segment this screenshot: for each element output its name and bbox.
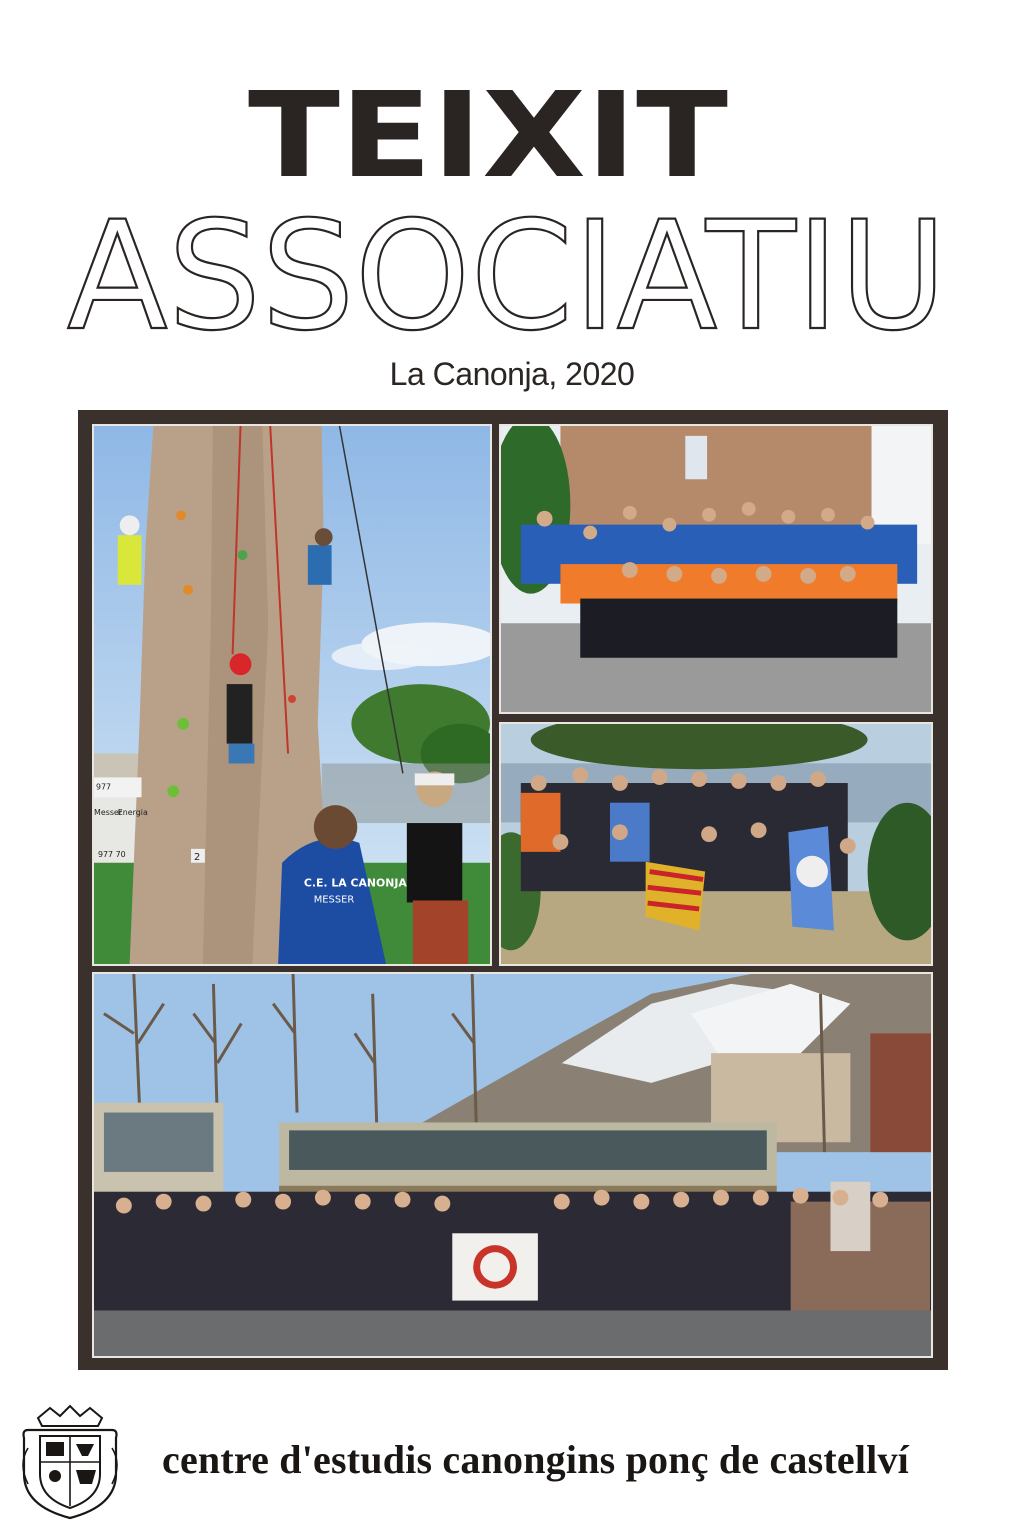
svg-text:ASSOCIATIU: ASSOCIATIU: [67, 206, 947, 338]
photo-bus-excursion: [92, 972, 933, 1358]
footer: [0, 1390, 1024, 1536]
svg-text:TEIXIT: TEIXIT: [248, 76, 728, 186]
photo-hiking-group: [499, 722, 933, 966]
svg-text:Messer: Messer: [94, 808, 123, 818]
svg-text:977: 977: [95, 782, 112, 792]
title-teixit: [244, 76, 732, 186]
svg-text:MESSER: MESSER: [313, 894, 355, 906]
coat-of-arms-icon: [18, 1404, 122, 1522]
photo-collage-frame: [78, 410, 948, 1370]
photo-climbing-wall: [92, 424, 492, 966]
svg-text:2: 2: [193, 851, 201, 863]
title-associatiu: [64, 206, 950, 338]
svg-text:Energia: Energia: [117, 808, 148, 818]
svg-text:977 70: 977 70: [97, 849, 126, 859]
svg-text:C.E. LA CANONJA: C.E. LA CANONJA: [303, 876, 407, 890]
photo-group-volunteers: [499, 424, 933, 714]
subtitle-place-year: La Canonja, 2020: [389, 356, 635, 392]
organization-name: centre d'estudis canongins ponç de castellví: [162, 1437, 909, 1482]
